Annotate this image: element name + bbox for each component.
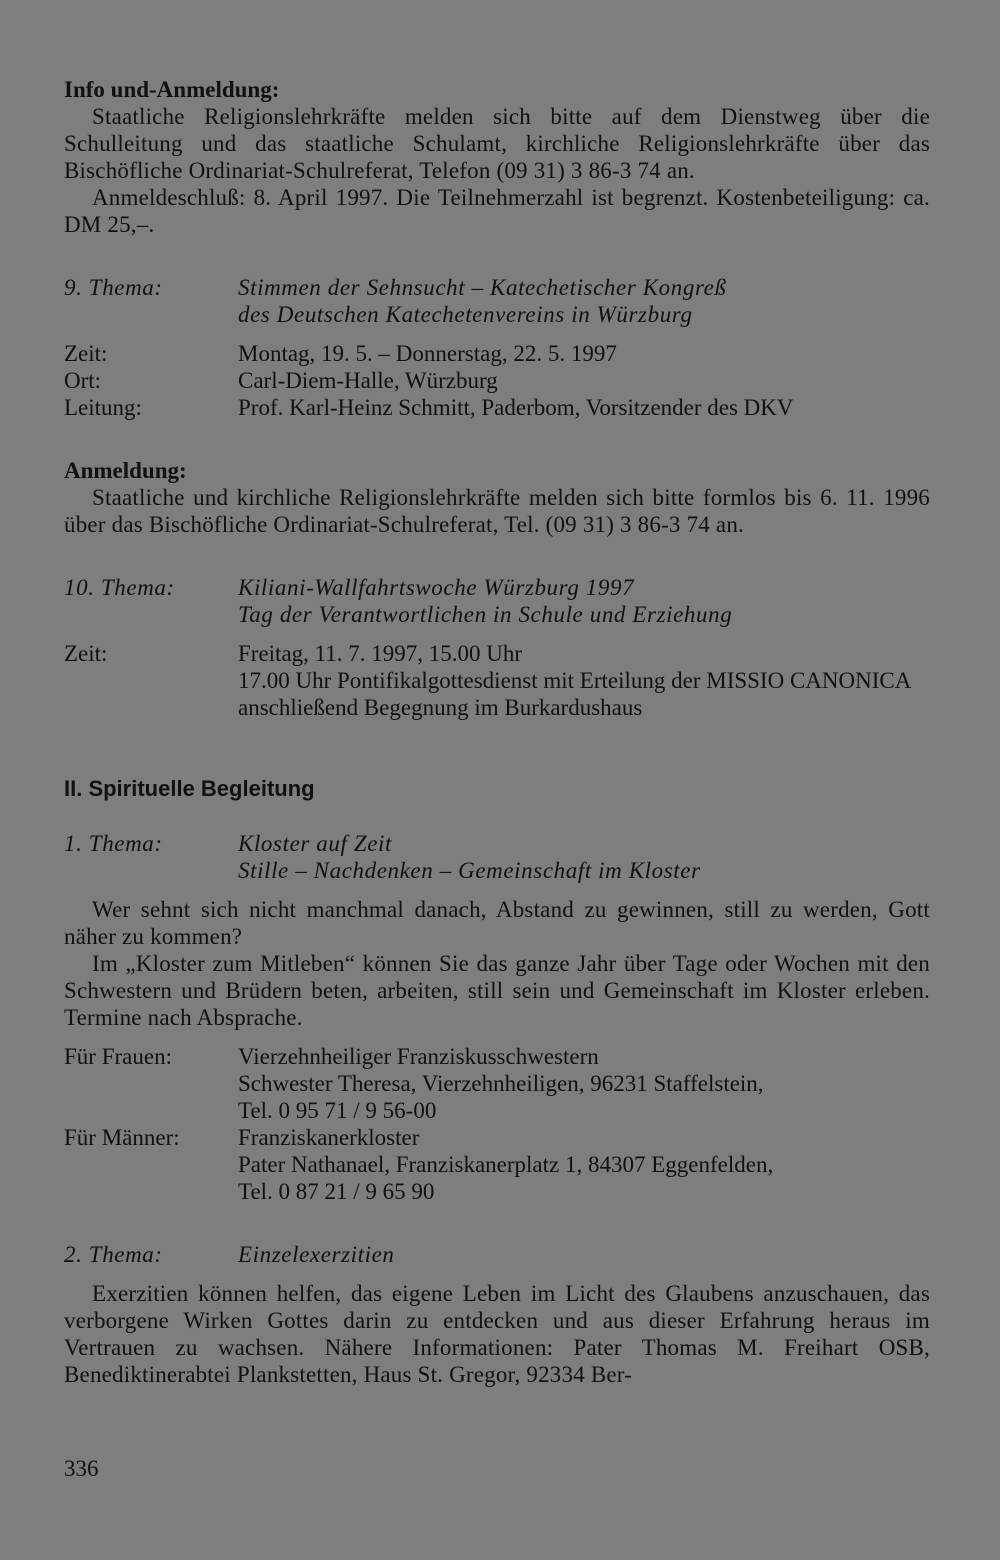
thema1-title-row: [64, 830, 930, 884]
thema9-title-line2: des Deutschen Katechetenvereins in Würzburg: [238, 302, 693, 327]
thema1-label: 1. Thema:: [64, 831, 163, 856]
thema9-title-line1: Stimmen der Sehnsucht – Katechetischer Kongreß: [238, 275, 727, 300]
anmeldung-paragraph: Staatliche und kirchliche Religionslehrkräfte melden sich bitte formlos bis 6. 11. 1996 über das Bischöfliche Ordinariat-Schulreferat, Tel. (09 31) 3 86-3 74 an.: [64, 485, 930, 537]
thema9-ort-label: Ort:: [64, 368, 102, 393]
page-number: 336: [64, 1456, 99, 1481]
thema9-leitung-label: Leitung:: [64, 395, 142, 420]
thema10-zeit-line2: 17.00 Uhr Pontifikalgottesdienst mit Erteilung der MISSIO CANONICA: [238, 668, 912, 693]
section-title: II. Spirituelle Begleitung: [64, 776, 315, 801]
frauen-line3: Tel. 0 95 71 / 9 56-00: [238, 1098, 437, 1123]
anmeldung-heading: Anmeldung:: [64, 458, 187, 483]
thema2-label: 2. Thema:: [64, 1242, 163, 1267]
info-paragraph-1: Staatliche Religionslehrkräfte melden sich bitte auf dem Dienstweg über die Schulleitung und das staatliche Schulamt, kirchliche Religionslehrkräfte über das Bischöfliche Ordinariat-Schulreferat, Telefon (09 31) 3 86-3 74 an.: [64, 104, 930, 183]
thema2-paragraph: Exerzitien können helfen, das eigene Leben im Licht des Glaubens anzuschauen, das verborgene Wirken Gottes darin zu entdecken und aus dieser Erfahrung heraus im Vertrauen zu wachsen. Nähere Informationen: Pater Thomas M. Freihart OSB, Benediktinerabtei Plankstetten, Haus St. Gregor, 92334 Ber-: [64, 1281, 930, 1387]
thema9-zeit-value: Montag, 19. 5. – Donnerstag, 22. 5. 1997: [238, 341, 617, 366]
thema10-label: 10. Thema:: [64, 575, 175, 600]
thema9-title-row: [64, 274, 930, 328]
thema10-zeit-label: Zeit:: [64, 641, 108, 666]
frauen-line1: Vierzehnheiliger Franziskusschwestern: [238, 1044, 599, 1069]
frauen-row: [64, 1043, 930, 1124]
thema10-zeit-line1: Freitag, 11. 7. 1997, 15.00 Uhr: [238, 641, 523, 666]
frauen-label: Für Frauen:: [64, 1044, 172, 1069]
thema9-ort-value: Carl-Diem-Halle, Würzburg: [238, 368, 498, 393]
thema10-title-line1: Kiliani-Wallfahrtswoche Würzburg 1997: [238, 575, 635, 600]
maenner-line2: Pater Nathanael, Franziskanerplatz 1, 84307 Eggenfelden,: [238, 1152, 774, 1177]
thema9-leitung-row: [64, 394, 930, 421]
thema2-title-row: [64, 1241, 930, 1268]
thema1-paragraph-1: Wer sehnt sich nicht manchmal danach, Abstand zu gewinnen, still zu werden, Gott näher zu kommen?: [64, 897, 930, 949]
maenner-line3: Tel. 0 87 21 / 9 65 90: [238, 1179, 435, 1204]
thema1-title-line1: Kloster auf Zeit: [238, 831, 393, 856]
thema9-label: 9. Thema:: [64, 275, 163, 300]
thema9-leitung-value: Prof. Karl-Heinz Schmitt, Paderbom, Vorsitzender des DKV: [238, 395, 794, 420]
maenner-line1: Franziskanerkloster: [238, 1125, 420, 1150]
thema9-zeit-row: [64, 340, 930, 367]
thema10-title-line2: Tag der Verantwortlichen in Schule und Erziehung: [238, 602, 733, 627]
info-paragraph-2: Anmeldeschluß: 8. April 1997. Die Teilnehmerzahl ist begrenzt. Kostenbeteiligung: ca. DM 25,–.: [64, 185, 930, 237]
thema1-title-line2: Stille – Nachdenken – Gemeinschaft im Kloster: [238, 858, 701, 883]
maenner-row: [64, 1124, 930, 1205]
thema9-ort-row: [64, 367, 930, 394]
thema10-zeit-line3: anschließend Begegnung im Burkardushaus: [238, 695, 643, 720]
thema1-paragraph-2: Im „Kloster zum Mitleben“ können Sie das ganze Jahr über Tage oder Wochen mit den Schwestern und Brüdern beten, arbeiten, still sein und Gemeinschaft im Kloster erleben. Termine nach Absprache.: [64, 951, 930, 1030]
thema10-title-row: [64, 574, 930, 628]
thema9-zeit-label: Zeit:: [64, 341, 108, 366]
thema2-title: Einzelexerzitien: [238, 1242, 395, 1267]
frauen-line2: Schwester Theresa, Vierzehnheiligen, 96231 Staffelstein,: [238, 1071, 764, 1096]
document-page: [64, 76, 930, 1388]
thema10-zeit-row: [64, 640, 930, 721]
info-heading: Info und-Anmeldung:: [64, 77, 280, 102]
maenner-label: Für Männer:: [64, 1125, 180, 1150]
